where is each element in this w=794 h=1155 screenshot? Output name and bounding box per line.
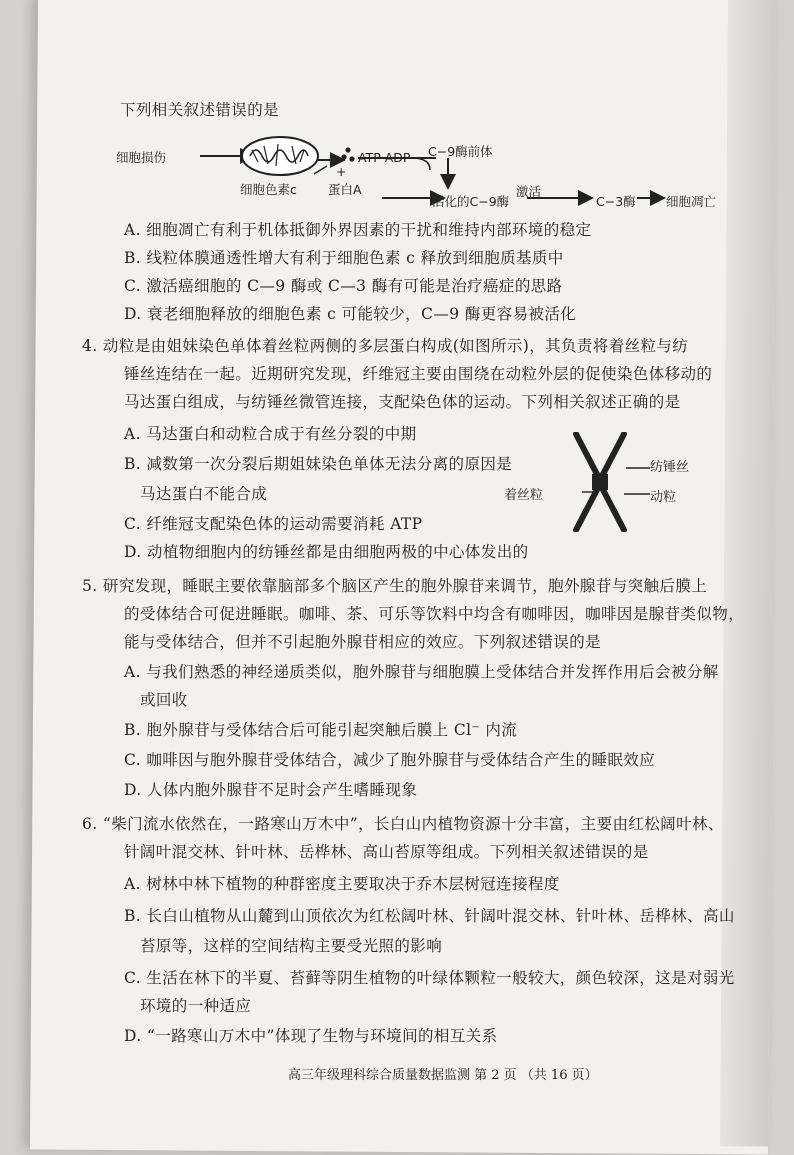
label-centromere: 着丝粒 (504, 488, 544, 503)
q5-option-d: D. 人体内胞外腺苷不足时会产生嗜睡现象 (124, 781, 418, 799)
q5-option-b: B. 胞外腺苷与受体结合后可能引起突触后膜上 Cl⁻ 内流 (124, 721, 518, 739)
q4-option-b-cont: 马达蛋白不能合成 (140, 485, 268, 503)
q3-option-b: B. 线粒体膜通透性增大有利于细胞色素 c 释放到细胞质基质中 (124, 249, 564, 267)
q5-stem-line-2: 的受体结合可促进睡眠。咖啡、茶、可乐等饮料中均含有咖啡因，咖啡因是腺苷类似物， (124, 605, 745, 623)
q4-option-a: A. 马达蛋白和动粒合成于有丝分裂的中期 (124, 425, 417, 443)
label-plus: + (336, 164, 347, 179)
q3-option-c: C. 激活癌细胞的 C—9 酶或 C—3 酶有可能是治疗癌症的思路 (124, 277, 563, 295)
q5-option-c: C. 咖啡因与胞外腺苷受体结合，减少了胞外腺苷与受体结合产生的睡眠效应 (124, 751, 656, 769)
q4-stem-line-2: 锤丝连结在一起。近期研究发现，纤维冠主要由围绕在动粒外层的促使染色体移动的 (124, 365, 713, 383)
label-spindle: 纺锤丝 (650, 460, 690, 475)
q4-stem-line-3: 马达蛋白组成，与纺锤丝微管连接，支配染色体的运动。下列相关叙述正确的是 (124, 393, 681, 411)
label-c9-precursor: C−9酶前体 (428, 144, 493, 159)
label-protein-a: 蛋白A (328, 182, 362, 197)
q4-option-b: B. 减数第一次分裂后期姐妹染色单体无法分离的原因是 (124, 455, 513, 473)
q5-option-a-cont: 或回收 (140, 691, 188, 709)
mitochondrion (242, 137, 318, 175)
q6-option-a: A. 树林中林下植物的种群密度主要取决于乔木层树冠连接程度 (124, 875, 560, 893)
label-cell-damage: 细胞损伤 (116, 150, 167, 165)
label-activated-c9: 活化的C−9酶 (432, 194, 510, 209)
q3-option-d: D. 衰老细胞释放的细胞色素 c 可能较少，C—9 酶更容易被活化 (124, 305, 577, 323)
q6-stem-line-2: 针阔叶混交林、针叶林、岳桦林、高山苔原等组成。下列相关叙述错误的是 (124, 843, 649, 861)
q6-option-b-cont: 苔原等，这样的空间结构主要受光照的影响 (140, 937, 443, 955)
q6-option-c: C. 生活在林下的半夏、苔藓等阴生植物的叶绿体颗粒一般较大，颜色较深，这是对弱光 (124, 969, 735, 987)
figure-leader-lines (552, 460, 652, 500)
q4-stem-line-1: 4. 动粒是由姐妹染色单体着丝粒两侧的多层蛋白构成(如图所示)，其负责将着丝粒与纺 (82, 337, 689, 355)
label-apoptosis: 细胞凋亡 (666, 194, 717, 209)
label-cytochrome-c: 细胞色素c (240, 182, 297, 197)
q3-stem: 下列相关叙述错误的是 (120, 101, 280, 119)
q6-option-d: D. “一路寒山万木中”体现了生物与环境间的相互关系 (124, 1027, 498, 1045)
q4-option-d: D. 动植物细胞内的纺锤丝都是由细胞两极的中心体发出的 (124, 543, 529, 561)
q6-stem-line-1: 6. “柴门流水依然在，一路寒山万木中”，长白山内植物资源十分丰富，主要由红松阔叶林、 (82, 815, 724, 833)
q6-option-b: B. 长白山植物从山麓到山顶依次为红松阔叶林、针阔叶混交林、针叶林、岳桦林、高山 (124, 907, 735, 925)
q4-option-c: C. 纤维冠支配染色体的运动需要消耗 ATP (124, 515, 423, 533)
q6-option-c-cont: 环境的一种适应 (140, 997, 252, 1015)
q5-stem-line-3: 能与受体结合，但并不引起胞外腺苷相应的效应。下列叙述错误的是 (124, 633, 602, 651)
q5-option-a: A. 与我们熟悉的神经递质类似，胞外腺苷与细胞膜上受体结合并发挥作用后会被分解 (124, 663, 719, 681)
page-footer: 高三年级理科综合质量数据监测 第 2 页 （共 16 页） (288, 1068, 598, 1083)
label-atp-adp: ATP ADP (358, 150, 411, 165)
q5-stem-line-1: 5. 研究发现，睡眠主要依靠脑部多个脑区产生的胞外腺苷来调节，胞外腺苷与突触后膜上 (82, 577, 708, 595)
label-c3: C−3酶 (596, 194, 636, 209)
label-activate: 激活 (516, 184, 542, 199)
label-kinetochore: 动粒 (650, 490, 677, 505)
q3-option-a: A. 细胞凋亡有利于机体抵御外界因素的干扰和维持内部环境的稳定 (124, 221, 592, 239)
